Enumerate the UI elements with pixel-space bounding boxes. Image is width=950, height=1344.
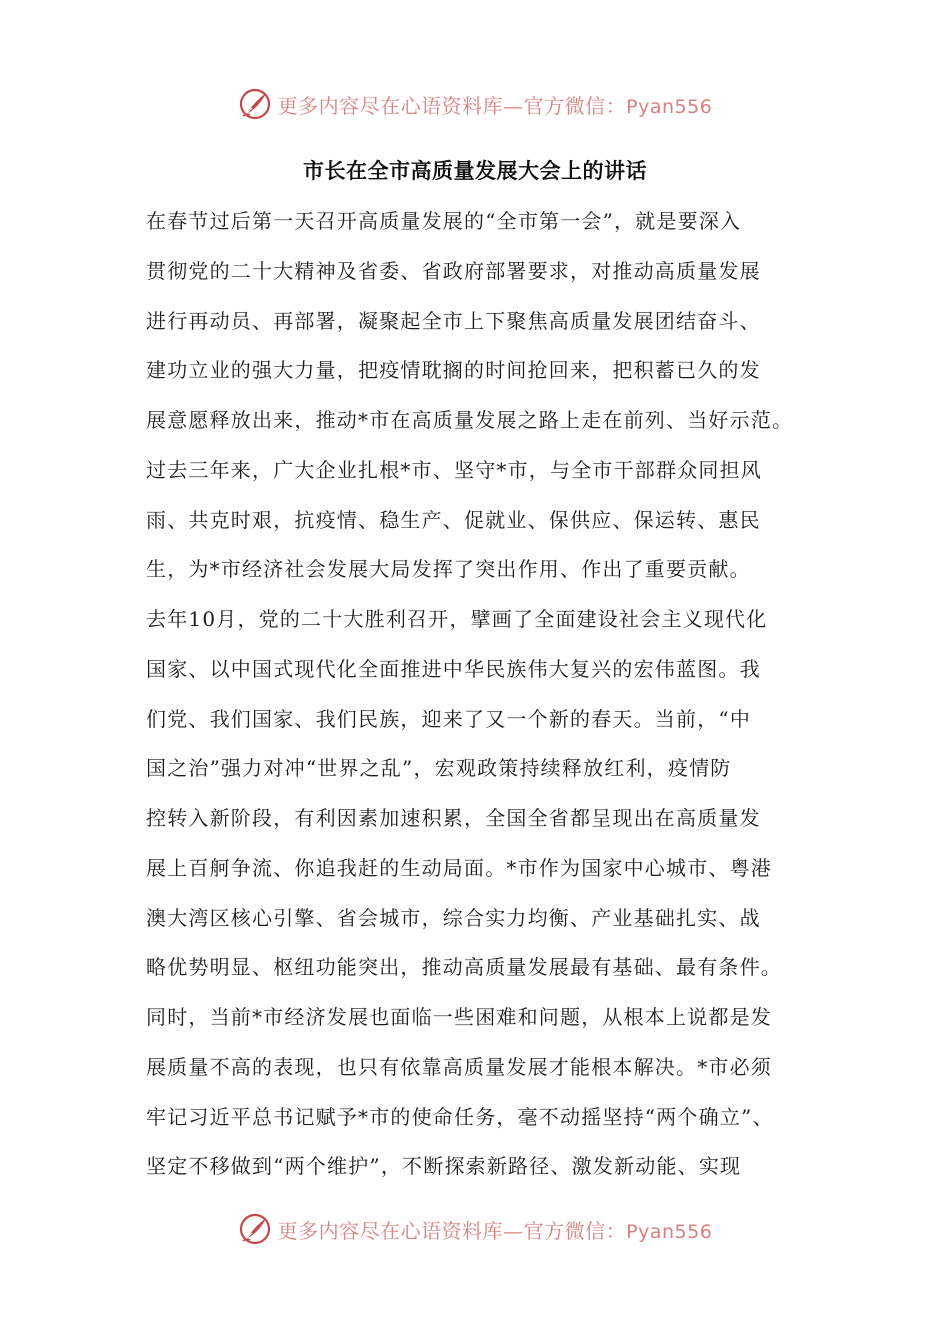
body-line: 控转入新阶段，有利因素加速积累，全国全省都呈现出在高质量发 (146, 806, 761, 830)
body-line: 略优势明显、枢纽功能突出，推动高质量发展最有基础、最有条件。 (146, 955, 782, 980)
quill-logo-icon (238, 1212, 272, 1246)
body-line: 展上百舸争流、你追我赶的生动局面。*市作为国家中心城市、粤港 (146, 855, 772, 880)
body-line: 澳大湾区核心引擎、省会城市，综合实力均衡、产业基础扎实、战 (146, 905, 761, 930)
document-title: 市长在全市高质量发展大会上的讲话 (303, 159, 647, 183)
body-line: 们党、我们国家、我们民族，迎来了又一个新的春天。当前，“中 (146, 706, 752, 731)
body-line: 建功立业的强大力量，把疫情耽搁的时间抢回来，把积蓄已久的发 (146, 358, 761, 383)
watermark-text-cn: 更多内容尽在心语资料库—官方微信： (277, 93, 627, 118)
watermark-text-cn: 更多内容尽在心语资料库—官方微信： (277, 1218, 627, 1243)
body-line: 生，为*市经济社会发展大局发挥了突出作用、作出了重要贡献。 (146, 557, 751, 582)
body-line: 贯彻党的二十大精神及省委、省政府部署要求，对推动高质量发展 (146, 258, 761, 283)
body-line: 在春节过后第一天召开高质量发展的“全市第一会”，就是要深入 (146, 209, 742, 233)
watermark-wechat-id: Pyan556 (626, 95, 713, 118)
body-line: 同时，当前*市经济发展也面临一些困难和问题，从根本上说都是发 (146, 1005, 772, 1029)
body-line: 去年10月，党的二十大胜利召开，擘画了全面建设社会主义现代化 (146, 607, 768, 631)
body-line: 国家、以中国式现代化全面推进中华民族伟大复兴的宏伟蓝图。我 (146, 656, 761, 681)
body-line: 过去三年来，广大企业扎根*市、坚守*市，与全市干部群众同担风 (146, 457, 762, 482)
watermark-header (0, 84, 950, 124)
document-body (146, 197, 826, 1192)
watermark-footer (0, 1209, 950, 1249)
body-line: 展质量不高的表现，也只有依靠高质量发展才能根本解决。*市必须 (146, 1054, 772, 1079)
body-line: 进行再动员、再部署，凝聚起全市上下聚焦高质量发展团结奋斗、 (146, 308, 761, 333)
body-line: 牢记习近平总书记赋予*市的使命任务，毫不动摇坚持“两个确立”、 (146, 1104, 774, 1129)
watermark-text (278, 90, 713, 119)
body-line: 展意愿释放出来，推动*市在高质量发展之路上走在前列、当好示范。 (146, 408, 794, 432)
body-line: 坚定不移做到“两个维护”，不断探索新路径、激发新动能、实现 (146, 1154, 742, 1179)
body-line: 雨、共克时艰，抗疫情、稳生产、促就业、保供应、保运转、惠民 (146, 507, 761, 532)
watermark-text (278, 1215, 713, 1244)
body-line: 国之治”强力对冲“世界之乱”，宏观政策持续释放红利，疫情防 (146, 756, 732, 781)
watermark-wechat-id: Pyan556 (626, 1220, 713, 1243)
quill-logo-icon (238, 87, 272, 121)
